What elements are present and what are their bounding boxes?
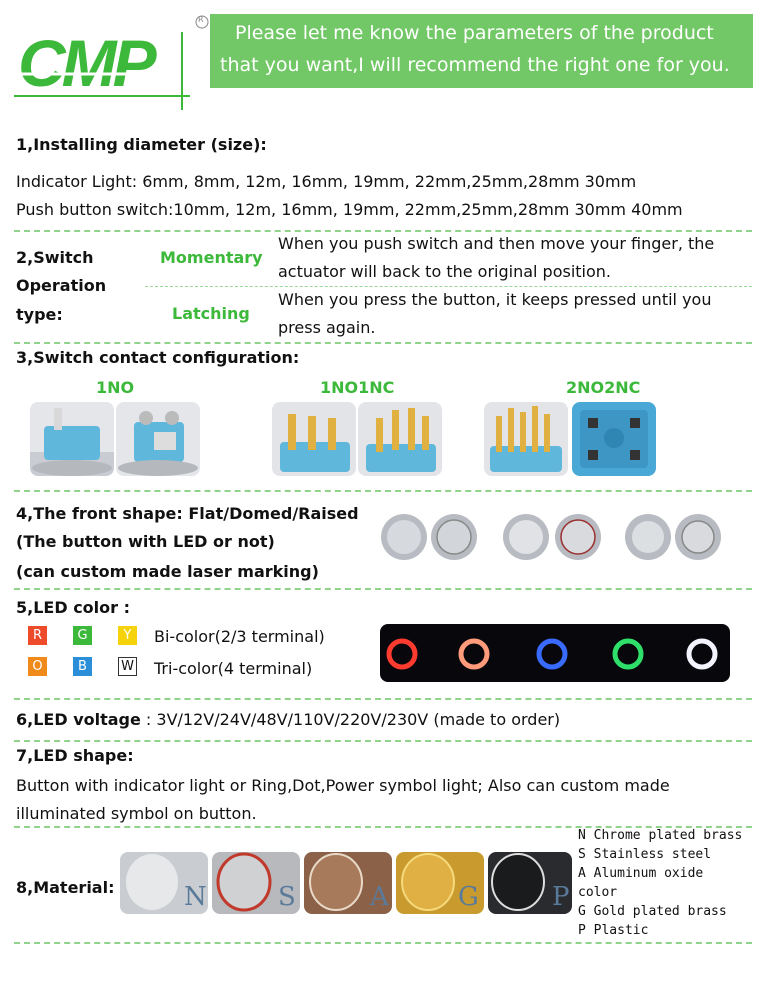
divider — [14, 342, 752, 344]
section-7-title: 7,LED shape: — [16, 746, 134, 765]
material-letter-n: N — [184, 882, 207, 912]
momentary-desc-2: actuator will back to the original position. — [278, 262, 612, 281]
material-legend-n: N Chrome plated brass — [578, 828, 743, 843]
switch-2no2nc-image-1 — [484, 402, 568, 476]
led-color-y: Y — [118, 626, 137, 645]
led-color-o: O — [28, 657, 47, 676]
section-4-line3: (can custom made laser marking) — [16, 562, 319, 581]
momentary-desc-1: When you push switch and then move your finger, the — [278, 234, 715, 253]
config-2no2nc-label: 2NO2NC — [566, 378, 641, 397]
section-2-title-line1: 2,Switch — [16, 248, 94, 267]
material-legend-a: A Aluminum oxide — [578, 866, 704, 881]
led-color-b: B — [73, 657, 92, 676]
banner-line-2: that you want,I will recommend the right one for you. — [220, 54, 730, 76]
latching-desc-1: When you press the button, it keeps pressed until you — [278, 290, 712, 309]
divider — [14, 698, 752, 700]
led-color-g: G — [73, 626, 92, 645]
banner-line-1: Please let me know the parameters of the product — [235, 22, 714, 44]
divider — [14, 942, 752, 944]
section-2-title-line2: Operation — [16, 276, 107, 295]
latching-desc-2: press again. — [278, 318, 376, 337]
section-4-line1: 4,The front shape: Flat/Domed/Raised — [16, 504, 359, 523]
led-colors-image — [380, 624, 730, 682]
divider-inner — [145, 286, 752, 287]
led-color-r: R — [28, 626, 47, 645]
momentary-label: Momentary — [160, 248, 263, 267]
registered-mark: R — [198, 15, 204, 24]
switch-1no1nc-image-2 — [358, 402, 442, 476]
section-3-title: 3,Switch contact configuration: — [16, 348, 300, 367]
divider — [14, 490, 752, 492]
tri-color-label: Tri-color(4 terminal) — [154, 659, 313, 678]
material-legend-s: S Stainless steel — [578, 847, 712, 862]
section-6-title: 6,LED voltage — [16, 710, 141, 729]
material-legend-g: G Gold plated brass — [578, 904, 727, 919]
switch-1no-side-image — [30, 402, 114, 476]
led-shape-line2: illuminated symbol on button. — [16, 804, 257, 823]
led-voltage-values: : 3V/12V/24V/48V/110V/220V/230V (made to order) — [140, 710, 561, 729]
push-button-sizes: Push button switch:10mm, 12m, 16mm, 19mm, 22mm,25mm,28mm 30mm 40mm — [16, 200, 683, 219]
material-letter-a: A — [370, 882, 389, 912]
latching-label: Latching — [172, 304, 250, 323]
config-1no-label: 1NO — [96, 378, 135, 397]
divider — [14, 740, 752, 742]
switch-1no-screw-image — [116, 402, 200, 476]
section-4-line2: (The button with LED or not) — [16, 532, 275, 551]
domed-button-image — [500, 504, 604, 570]
section-6 — [16, 710, 560, 729]
raised-button-image — [624, 504, 724, 570]
material-letter-g: G — [458, 882, 479, 912]
bi-color-label: Bi-color(2/3 terminal) — [154, 627, 325, 646]
led-shape-line1: Button with indicator light or Ring,Dot,Power symbol light; Also can custom made — [16, 776, 670, 795]
led-color-w: W — [118, 657, 137, 676]
flat-button-image — [380, 504, 480, 570]
cmp-logo — [10, 14, 210, 110]
section-1-title: 1,Installing diameter (size): — [16, 135, 267, 154]
section-5-title: 5,LED color : — [16, 598, 130, 617]
divider — [14, 230, 752, 232]
header-banner — [210, 14, 753, 88]
material-letter-s: S — [278, 882, 296, 912]
material-legend-a-cont: color — [578, 885, 618, 900]
material-letter-p: P — [552, 882, 570, 912]
switch-2no2nc-image-2 — [572, 402, 656, 476]
indicator-sizes: Indicator Light: 6mm, 8mm, 12m, 16mm, 19mm, 22mm,25mm,28mm 30mm — [16, 172, 637, 191]
section-2-title-line3: type: — [16, 305, 63, 324]
logo-text: CMP — [18, 26, 153, 100]
config-1no1nc-label: 1NO1NC — [320, 378, 395, 397]
section-8-title: 8,Material: — [16, 878, 115, 897]
switch-1no1nc-image-1 — [272, 402, 356, 476]
divider — [14, 588, 752, 590]
material-legend-p: P Plastic — [578, 923, 649, 938]
